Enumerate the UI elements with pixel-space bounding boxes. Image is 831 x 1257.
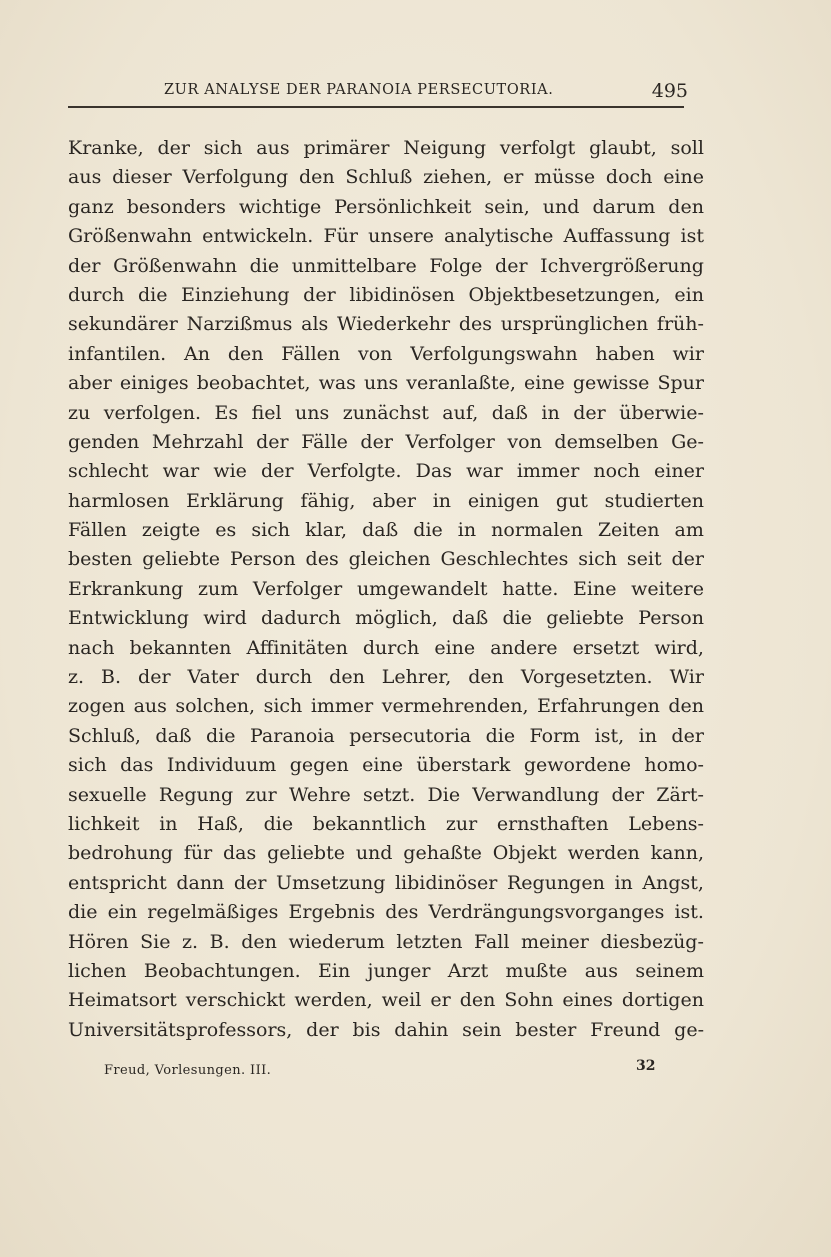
- body-text: [68, 134, 704, 1045]
- text-line: infantilen. An den Fällen von Verfolgungswahn haben wir: [68, 342, 704, 365]
- signature-mark: 32: [636, 1058, 656, 1074]
- text-line: entspricht dann der Umsetzung libidinöser Regungen in Angst,: [68, 871, 704, 894]
- text-line: genden Mehrzahl der Fälle der Verfolger von demselben Ge-: [68, 430, 704, 453]
- text-line: Fällen zeigte es sich klar, daß die in normalen Zeiten am: [68, 519, 704, 542]
- text-line: Universitätsprofessors, der bis dahin sein bester Freund ge-: [68, 1018, 704, 1041]
- text-line: schlecht war wie der Verfolgte. Das war immer noch einer: [68, 460, 704, 483]
- text-line: aus dieser Verfolgung den Schluß ziehen, er müsse doch eine: [68, 166, 704, 189]
- text-line: Entwicklung wird dadurch möglich, daß die geliebte Person: [68, 607, 704, 630]
- text-line: harmlosen Erklärung fähig, aber in einigen gut studierten: [68, 489, 704, 512]
- text-line: aber einiges beobachtet, was uns veranlaßte, eine gewisse Spur: [68, 372, 704, 395]
- text-line: nach bekannten Affinitäten durch eine andere ersetzt wird,: [68, 636, 704, 659]
- text-line: ganz besonders wichtige Persönlichkeit sein, und darum den: [68, 195, 704, 218]
- text-line: z. B. der Vater durch den Lehrer, den Vorgesetzten. Wir: [68, 666, 704, 689]
- running-head: [68, 80, 688, 102]
- text-line: Hören Sie z. B. den wiederum letzten Fall meiner diesbezüg-: [68, 930, 704, 953]
- running-title: ZUR ANALYSE DER PARANOIA PERSECUTORIA.: [164, 82, 554, 98]
- text-line: Heimatsort verschickt werden, weil er den Sohn eines dortigen: [68, 989, 704, 1012]
- text-line: Größenwahn entwickeln. Für unsere analytische Auffassung ist: [68, 225, 704, 248]
- text-line: Schluß, daß die Paranoia persecutoria die Form ist, in der: [68, 724, 704, 747]
- text-line: sich das Individuum gegen eine überstark gewordene homo-: [68, 754, 704, 777]
- text-line: die ein regelmäßiges Ergebnis des Verdrängungsvorganges ist.: [68, 901, 704, 924]
- text-line: zu verfolgen. Es fiel uns zunächst auf, daß in der überwie-: [68, 401, 704, 424]
- text-line: lichkeit in Haß, die bekanntlich zur ernsthaften Lebens-: [68, 812, 704, 835]
- text-line: der Größenwahn die unmittelbare Folge der Ichvergrößerung: [68, 254, 704, 277]
- text-line: zogen aus solchen, sich immer vermehrenden, Erfahrungen den: [68, 695, 704, 718]
- text-line: sekundärer Narzißmus als Wiederkehr des ursprünglichen früh-: [68, 313, 704, 336]
- text-line: lichen Beobachtungen. Ein junger Arzt mußte aus seinem: [68, 959, 704, 982]
- text-line: Erkrankung zum Verfolger umgewandelt hatte. Eine weitere: [68, 577, 704, 600]
- text-line: sexuelle Regung zur Wehre setzt. Die Verwandlung der Zärt-: [68, 783, 704, 806]
- page-number: 495: [651, 80, 688, 102]
- header-rule: [68, 106, 684, 108]
- text-line: durch die Einziehung der libidinösen Objektbesetzungen, ein: [68, 283, 704, 306]
- text-line: Kranke, der sich aus primärer Neigung verfolgt glaubt, soll: [68, 137, 704, 159]
- footer-book-title: Freud, Vorlesungen. III.: [104, 1063, 272, 1078]
- text-line: bedrohung für das geliebte und gehaßte Objekt werden kann,: [68, 842, 704, 865]
- text-line: besten geliebte Person des gleichen Geschlechtes sich seit der: [68, 548, 704, 571]
